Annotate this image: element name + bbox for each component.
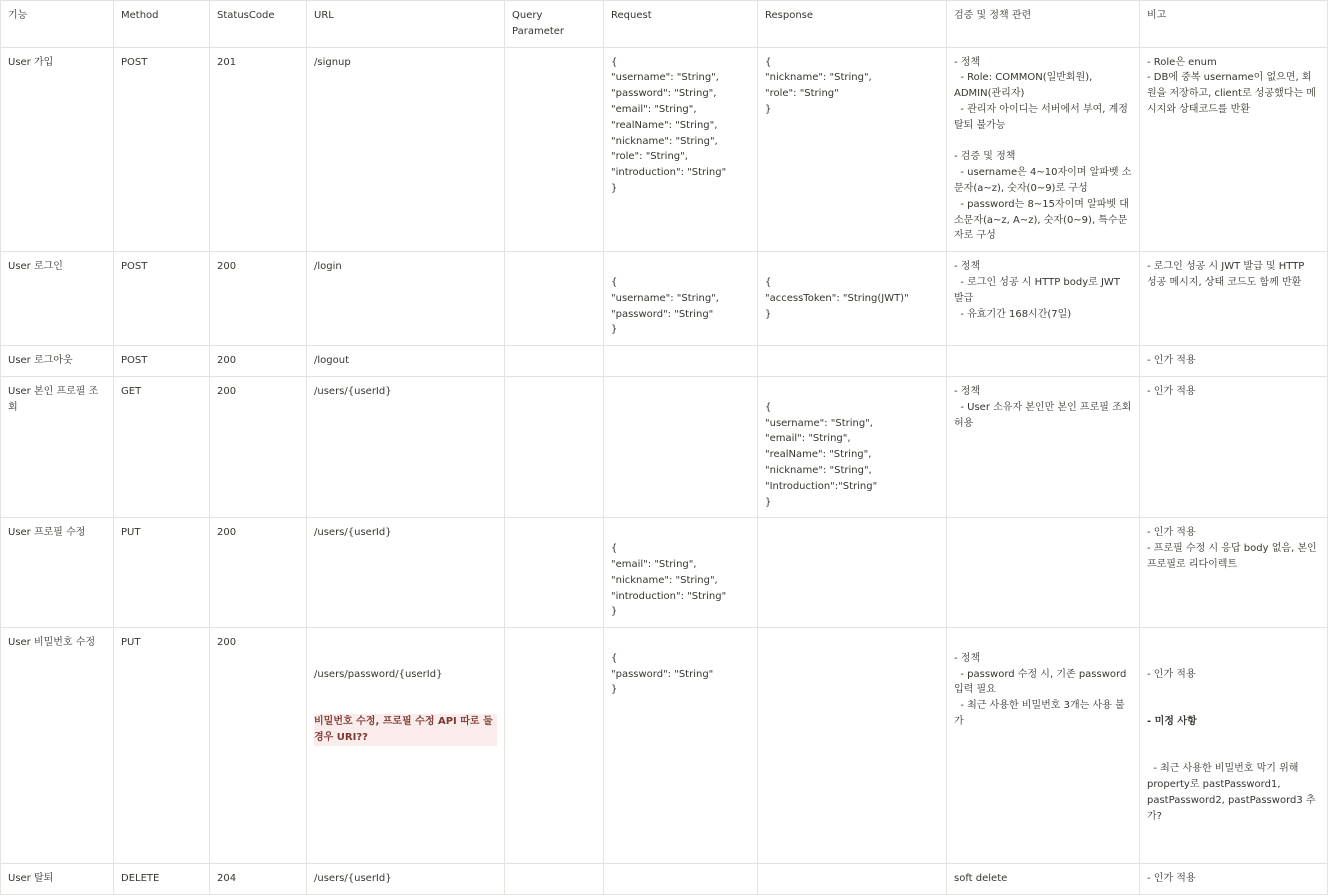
table-row <box>1 252 1328 346</box>
header-policy: 검증 및 정책 관련 <box>947 1 1140 48</box>
method-cell: POST <box>114 346 210 377</box>
response-cell: { "accessToken": "String(JWT)" } <box>758 252 947 346</box>
note-cell <box>1140 864 1328 895</box>
feature-cell: User 가입 <box>1 47 114 252</box>
header-feature: 기능 <box>1 1 114 48</box>
url-text: /login <box>314 261 342 273</box>
url-cell <box>307 518 505 628</box>
note-cell <box>1140 252 1328 346</box>
request-cell <box>604 864 758 895</box>
url-cell <box>307 628 505 864</box>
request-cell: { "username": "String", "password": "String" } <box>604 252 758 346</box>
url-warning-note: 비밀번호 수정, 프로필 수정 API 따로 둘 경우 URI?? <box>314 714 497 746</box>
table-row <box>1 47 1328 252</box>
query-cell <box>505 346 604 377</box>
header-method: Method <box>114 1 210 48</box>
policy-cell: - 정책 - 로그인 성공 시 HTTP body로 JWT 발급 - 유효기간 168시간(7일) <box>947 252 1140 346</box>
table-row <box>1 864 1328 895</box>
url-cell <box>307 376 505 517</box>
header-query-parameter: Query Parameter <box>505 1 604 48</box>
method-cell: POST <box>114 252 210 346</box>
status-cell: 200 <box>210 252 307 346</box>
table-row <box>1 518 1328 628</box>
url-cell <box>307 252 505 346</box>
header-url: URL <box>307 1 505 48</box>
header-status-code: StatusCode <box>210 1 307 48</box>
policy-cell: - 정책 - User 소유자 본인만 본인 프로필 조회 허용 <box>947 376 1140 517</box>
status-cell: 204 <box>210 864 307 895</box>
feature-cell: User 로그인 <box>1 252 114 346</box>
url-text: /logout <box>314 355 349 367</box>
policy-cell: - 정책 - password 수정 시, 기존 password 입력 필요 - 최근 사용한 비밀번호 3개는 사용 불가 <box>947 628 1140 864</box>
request-cell: { "username": "String", "password": "String", "email": "String", "realName": "String", "nickname": "String", "role": "String", "introduction": "String" } <box>604 47 758 252</box>
response-cell <box>758 628 947 864</box>
query-cell <box>505 628 604 864</box>
url-cell <box>307 346 505 377</box>
policy-cell: soft delete <box>947 864 1140 895</box>
note-text: - Role은 enum - DB에 중복 username이 없으면, 회원을 저장하고, client로 성공했다는 메시지와 상태코드를 반환 <box>1147 56 1316 115</box>
query-cell <box>505 252 604 346</box>
request-cell <box>604 346 758 377</box>
note-cell <box>1140 376 1328 517</box>
query-cell <box>505 47 604 252</box>
note-text: - 인가 적용 <box>1147 355 1196 367</box>
status-cell: 200 <box>210 518 307 628</box>
request-cell: { "email": "String", "nickname": "String", "introduction": "String" } <box>604 518 758 628</box>
url-text: /users/{userId} <box>314 385 392 397</box>
response-cell <box>758 864 947 895</box>
table-row <box>1 376 1328 517</box>
response-cell <box>758 518 947 628</box>
response-cell: { "nickname": "String", "role": "String" } <box>758 47 947 252</box>
note-text: - 인가 적용 <box>1147 668 1196 680</box>
table-row <box>1 628 1328 864</box>
feature-cell: User 로그아웃 <box>1 346 114 377</box>
query-cell <box>505 518 604 628</box>
feature-cell: User 프로필 수정 <box>1 518 114 628</box>
url-text: /users/password/{userId} <box>314 668 443 680</box>
url-text: /signup <box>314 56 351 68</box>
policy-cell <box>947 518 1140 628</box>
status-cell: 201 <box>210 47 307 252</box>
url-text: /users/{userId} <box>314 527 392 539</box>
request-cell <box>604 376 758 517</box>
query-cell <box>505 376 604 517</box>
header-response: Response <box>758 1 947 48</box>
method-cell: GET <box>114 376 210 517</box>
status-cell: 200 <box>210 376 307 517</box>
header-row <box>1 1 1328 48</box>
method-cell: PUT <box>114 628 210 864</box>
status-cell: 200 <box>210 346 307 377</box>
note-cell <box>1140 346 1328 377</box>
policy-cell <box>947 346 1140 377</box>
url-text: /users/{userId} <box>314 873 392 885</box>
policy-cell: - 정책 - Role: COMMON(일반회원), ADMIN(관리자) - 관리자 아이디는 서버에서 부여, 계정 탈퇴 불가능 - 검증 및 정책 - username은 4~10자이며 알파벳 소문자(a~z), 숫자(0~9)로 구성 - password는 8~15자이며 알파벳 대소문자(a~z, A~z), 숫자(0~9), 특수문자로 구성 <box>947 47 1140 252</box>
response-cell <box>758 346 947 377</box>
note-text: - 인가 적용 <box>1147 873 1196 885</box>
header-note: 비고 <box>1140 1 1328 48</box>
note-cell <box>1140 628 1328 864</box>
table-row <box>1 346 1328 377</box>
request-cell: { "password": "String" } <box>604 628 758 864</box>
note-cell <box>1140 47 1328 252</box>
url-cell <box>307 47 505 252</box>
feature-cell: User 본인 프로필 조회 <box>1 376 114 517</box>
method-cell: DELETE <box>114 864 210 895</box>
method-cell: PUT <box>114 518 210 628</box>
feature-cell: User 비밀번호 수정 <box>1 628 114 864</box>
url-cell <box>307 864 505 895</box>
header-request: Request <box>604 1 758 48</box>
method-cell: POST <box>114 47 210 252</box>
feature-cell: User 탈퇴 <box>1 864 114 895</box>
note-text: - 인가 적용 - 프로필 수정 시 응답 body 없음, 본인 프로필로 리다이렉트 <box>1147 527 1317 570</box>
note-cell <box>1140 518 1328 628</box>
status-cell: 200 <box>210 628 307 864</box>
note-undecided-heading: - 미정 사항 <box>1147 716 1197 728</box>
note-text: - 인가 적용 <box>1147 385 1196 397</box>
note-text: - 로그인 성공 시 JWT 발급 및 HTTP 성공 메시지, 상태 코드도 함께 반환 <box>1147 261 1311 288</box>
response-cell: { "username": "String", "email": "String", "realName": "String", "nickname": "String", "Introduction":"String" } <box>758 376 947 517</box>
query-cell <box>505 864 604 895</box>
note-undecided-text: - 최근 사용한 비밀번호 막기 위해 property로 pastPassword1, pastPassword2, pastPassword3 추가? <box>1147 763 1316 822</box>
